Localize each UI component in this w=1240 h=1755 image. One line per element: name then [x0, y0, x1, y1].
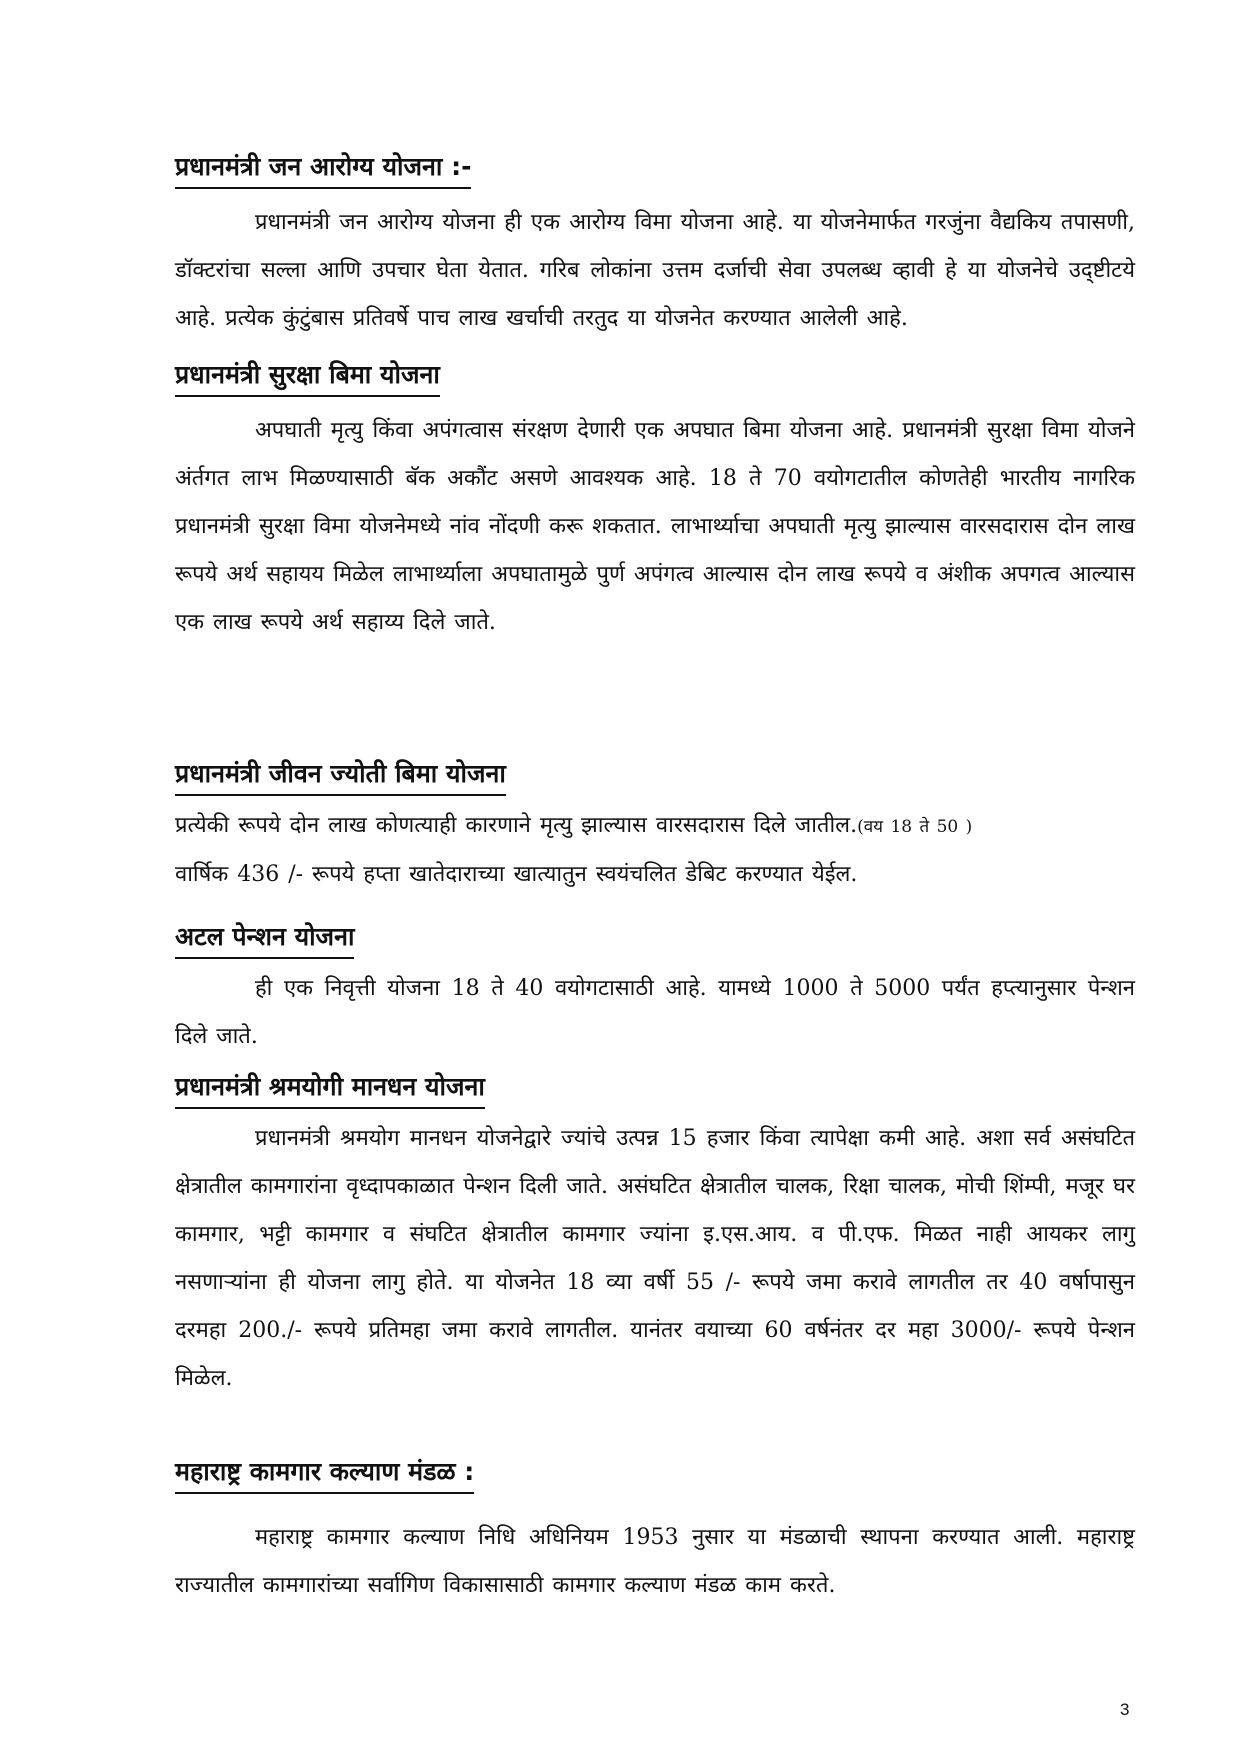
section-paragraph: प्रधानमंत्री जन आरोग्य योजना ही एक आरोग्य विमा योजना आहे. या योजनेमार्फत गरजुंना वैद्यकिय तपासणी, डॉक्टरांचा सल्ला आणि उपचार घेता येतात. गरिब लोकांना उत्तम दर्जाची सेवा उपलब्ध व्हावी हे या योजनेचे उद्ष्टीटये आहे. प्रत्येक कुंटुंबास प्रतिवर्षे पाच लाख खर्चाची तरतुद या योजनेत करण्यात आलेली आहे. — [175, 210, 1135, 331]
section-paragraph: महाराष्ट्र कामगार कल्याण निधि अधिनियम 1953 नुसार या मंडळाची स्थापना करण्यात आली. महाराष्ट्र राज्यातील कामगारांच्या सर्वागिण विकासासाठी कामगार कल्याण मंडळ काम करते. — [175, 1525, 1135, 1598]
page-number: 3 — [1120, 1700, 1130, 1719]
section-paragraph: अपघाती मृत्यु किंवा अपंगत्वास संरक्षण देणारी एक अपघात बिमा योजना आहे. प्रधानमंत्री सुरक्षा विमा योजने अंर्तगत लाभ मिळण्यासाठी बॅक अकौंट असणे आवश्यक आहे. 18 ते 70 वयोगटातील कोणतेही भारतीय नागरिक प्रधानमंत्री सुरक्षा विमा योजनेमध्ये नांव नोंदणी करू शकतात. लाभार्थ्याचा अपघाती मृत्यु झाल्यास वारसदारास दोन लाख रूपये अर्थ सहायय मिळेल लाभार्थ्याला अपघातामुळे पुर्ण अपंगत्व आल्यास दोन लाख रूपये व अंशीक अपगत्व आल्यास एक लाख रूपये अर्थ सहाय्य दिले जाते. — [175, 418, 1135, 635]
section-heading: महाराष्ट्र कामगार कल्याण मंडळ : — [175, 1455, 474, 1494]
section-heading: प्रधानमंत्री जीवन ज्योती बिमा योजना — [175, 757, 506, 796]
section-heading: प्रधानमंत्री जन आरोग्य योजना :- — [175, 150, 471, 189]
section-paragraph — [175, 802, 1135, 851]
section-heading: प्रधानमंत्री श्रमयोगी मानधन योजना — [175, 1070, 485, 1109]
section-shramyogi-mandhan — [175, 1070, 1135, 1403]
section-paragraph: प्रधानमंत्री श्रमयोग मानधन योजनेद्वारे ज्यांचे उत्पन्न 15 हजार किंवा त्यापेक्षा कमी आहे. अशा सर्व असंघटित क्षेत्रातील कामगारांना वृध्दापकाळात पेन्शन दिली जाते. असंघटित क्षेत्रातील चालक, रिक्षा चालक, मोची शिंम्पी, मजूर घर कामगार, भट्टी कामगार व संघटित क्षेत्रातील कामगार ज्यांना इ.एस.आय. व पी.एफ. मिळत नाही आयकर लागु नसणाऱ्यांना ही योजना लागु होते. या योजनेत 18 व्या वर्षी 55 /- रूपये जमा करावे लागतील तर 40 वर्षापासुन दरमहा 200./- रूपये प्रतिमहा जमा करावे लागतील. यानंतर वयाच्या 60 वर्षनंतर दर महा 3000/- रूपये पेन्शन मिळेल. — [175, 1126, 1135, 1391]
section-kamgar-kalyan — [175, 1455, 1135, 1610]
section-jeevan-jyoti — [175, 757, 1135, 899]
section-paragraph: ही एक निवृत्ती योजना 18 ते 40 वयोगटासाठी आहे. यामध्ये 1000 ते 5000 पर्यंत हप्त्यानुसार पेन्शन दिले जाते. — [175, 976, 1135, 1049]
section-paragraph-2: वार्षिक 436 /- रूपये हप्ता खातेदाराच्या खात्यातुन स्वयंचलित डेबिट करण्यात येईल. — [175, 862, 858, 887]
section-suraksha-bima — [175, 358, 1135, 647]
section-heading: प्रधानमंत्री सुरक्षा बिमा योजना — [175, 358, 440, 397]
section-heading: अटल पेन्शन योजना — [175, 920, 354, 959]
section-atal-pension — [175, 920, 1135, 1061]
paragraph-text: प्रत्येकी रूपये दोन लाख कोणत्याही कारणाने मृत्यु झाल्यास वारसदारास दिले जातील. — [175, 813, 858, 838]
age-note: (वय 18 ते 50 ) — [857, 817, 973, 837]
section-jan-arogya — [175, 150, 1135, 343]
